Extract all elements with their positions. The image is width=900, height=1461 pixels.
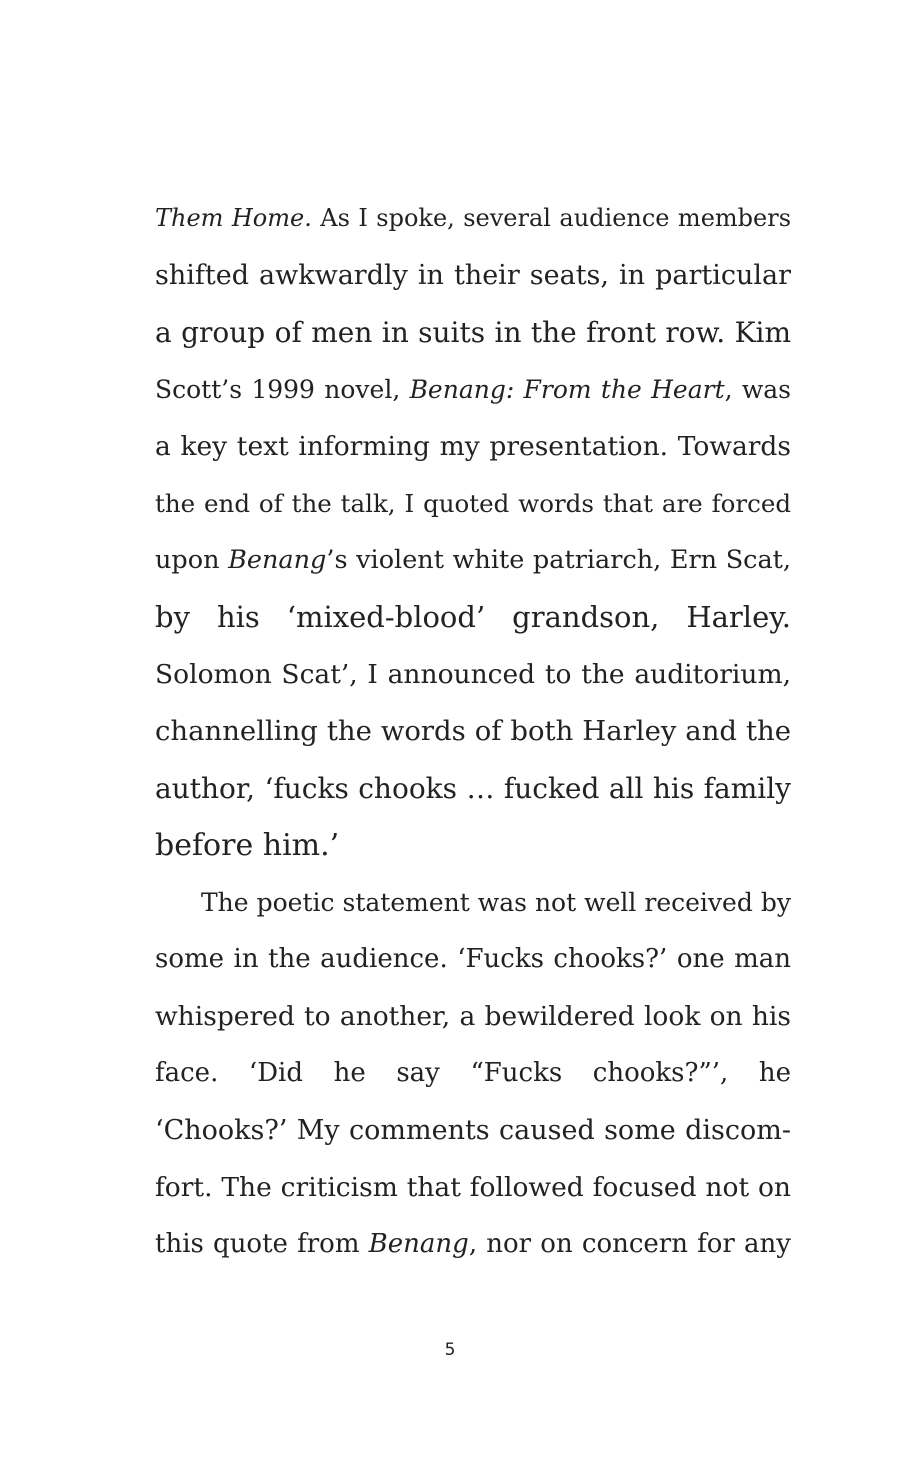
text-line [155,304,791,361]
text-line [155,361,791,418]
text-line [155,760,791,817]
text-line [155,703,791,760]
text-segment: a key text informing my presentation. Towards [155,431,791,462]
text-segment: ‘Chooks?’ My comments caused some discom- [155,1115,791,1146]
text-line [155,874,791,931]
text-line [155,1045,791,1102]
text-line [155,589,791,646]
text-segment: author, ‘fucks chooks … fucked all his family [155,772,791,805]
text-segment: Solomon Scat’, I announced to the auditorium, [155,659,791,690]
text-line [155,931,791,988]
text-segment: face. ‘Did he say “Fucks chooks?”’, he [155,1058,791,1088]
text-segment: The poetic statement was not well received by [201,888,791,917]
text-segment: a group of men in suits in the front row. Kim [155,316,791,349]
text-line [155,475,791,532]
italic-text: Benang [368,1229,469,1259]
text-line [155,1159,791,1216]
paragraph [155,874,791,1273]
text-segment: ’s violent white patriarch, Ern Scat, [326,545,791,575]
body-text [155,190,791,1273]
text-line [155,190,791,247]
text-line [155,817,791,874]
text-segment: fort. The criticism that followed focused not on [155,1172,791,1203]
text-segment: shifted awkwardly in their seats, in particular [155,260,791,291]
text-segment: before him.’ [155,828,340,863]
text-segment: the end of the talk, I quoted words that are forced [155,489,791,518]
italic-text: Them Home. [155,204,312,232]
text-segment: this quote from [155,1229,369,1259]
text-segment: Scott’s 1999 novel, [155,375,410,404]
text-segment: by his ‘mixed-blood’ grandson, Harley. [155,600,791,634]
text-line [155,988,791,1045]
text-segment: As I spoke, several audience members [311,204,791,232]
text-segment: upon [155,545,229,575]
text-segment: , was [724,375,791,404]
paragraph [155,190,791,874]
text-line [155,532,791,589]
page-number: 5 [444,1340,456,1360]
text-line [155,1102,791,1159]
text-segment: some in the audience. ‘Fucks chooks?’ one man [155,944,791,974]
text-line [155,418,791,475]
italic-text: Benang [228,545,327,575]
text-line [155,247,791,304]
text-line [155,646,791,703]
text-segment: channelling the words of both Harley and the [155,715,791,747]
text-line [155,1216,791,1273]
text-segment: , nor on concern for any [468,1229,791,1259]
text-segment: whispered to another, a bewildered look on his [155,1001,791,1032]
italic-text: Benang: From the Heart [409,375,725,404]
